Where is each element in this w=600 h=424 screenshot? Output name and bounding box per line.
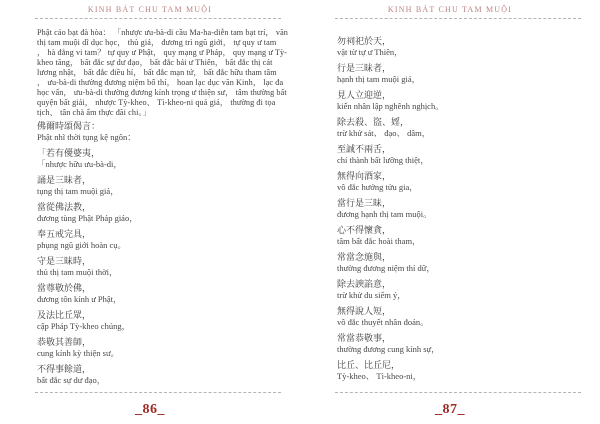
couplet-vietnamese-line: thường đương cung kính sự， <box>337 344 440 354</box>
footer-rule <box>35 392 281 393</box>
couplet-chinese-line: 當尊敬於佛， <box>37 283 92 293</box>
paragraph-line: lương nhật， bất đắc điều hí， bất đắc mạn tứ， bất đắc hữu tham tâm <box>37 68 277 77</box>
prose-paragraph <box>37 28 288 118</box>
verse-couplet <box>337 360 588 382</box>
couplet-chinese-line: 佛爾時頌偈言： <box>37 121 101 131</box>
verse-couplet <box>337 225 588 247</box>
couplet-chinese-line: 當從佛法教， <box>37 202 92 212</box>
couplet-vietnamese-line: trừ khử sát、 đạo、 dâm， <box>337 128 431 138</box>
couplet-list <box>337 36 588 382</box>
verse-couplet <box>37 283 288 305</box>
couplet-vietnamese-line: vô đắc thuyết nhân đoản。 <box>337 317 429 327</box>
couplet-chinese-line: 至誠不兩舌， <box>337 144 392 154</box>
paragraph-line: học vấn， ưu-bà-di thường đương kính trọng ư thiện sư， tâm thường bất <box>37 88 287 97</box>
paragraph-line: ， hà đẳng vi tam？ tự quy ư Phật， quy mạng ư Pháp， quy mạng ư Tỳ- <box>37 48 288 57</box>
verse-couplet <box>337 279 588 301</box>
couplet-vietnamese-line: Phật nhĩ thời tụng kệ ngôn： <box>37 132 136 142</box>
couplet-vietnamese-line: trừ khử du siểm ý， <box>337 290 406 300</box>
couplet-chinese-line: 無得說人短， <box>337 306 392 316</box>
couplet-vietnamese-line: cập Pháp Tỳ-kheo chúng， <box>37 321 131 331</box>
couplet-chinese-line: 恭敬其善師， <box>37 337 92 347</box>
verse-couplet <box>337 306 588 328</box>
couplet-vietnamese-line: hạnh thị tam muội giả， <box>337 74 421 84</box>
header-rule <box>335 18 581 19</box>
page-content <box>337 33 588 387</box>
verse-couplet <box>37 256 288 278</box>
paragraph-line: kheo tăng， bất đắc sự dư đạo， bất đắc bái ư Thiên， bất đắc thị cát <box>37 58 273 67</box>
couplet-chinese-line: 行是三昧者， <box>337 63 392 73</box>
couplet-chinese-line: 心不得懷貪， <box>337 225 392 235</box>
verse-couplet <box>337 63 588 85</box>
header-rule <box>35 18 281 19</box>
verse-couplet <box>37 148 288 170</box>
couplet-list <box>37 121 288 386</box>
verse-couplet <box>337 171 588 193</box>
page-right <box>300 0 600 424</box>
paragraph-line: ， ưu-bà-di thường đương niệm bố thí， hoan lạc dục văn Kinh， lạc đa <box>37 78 284 87</box>
couplet-vietnamese-line: thường đương niệm thí dữ， <box>337 263 435 273</box>
couplet-vietnamese-line: vô đắc hướng tửu gia， <box>337 182 418 192</box>
verse-couplet <box>37 121 288 143</box>
verse-couplet <box>37 175 288 197</box>
page-number: _86_ <box>135 402 165 417</box>
couplet-vietnamese-line: Tỳ-kheo、 Tì-kheo-ni， <box>337 371 422 381</box>
couplet-chinese-line: 除去諛諂意， <box>337 279 392 289</box>
page-content <box>37 28 288 391</box>
verse-couplet <box>337 36 588 58</box>
verse-couplet <box>337 90 588 112</box>
verse-couplet <box>337 144 588 166</box>
verse-couplet <box>337 117 588 139</box>
paragraph-line: quyện bất giải， nhược Tỳ-kheo、 Tì-kheo-ni quá giả， thường đi tọa <box>37 98 276 107</box>
couplet-vietnamese-line: đương tôn kính ư Phật， <box>37 294 122 304</box>
running-head: KINH BÁT CHU TAM MUỘI <box>87 5 213 14</box>
couplet-vietnamese-line: phụng ngũ giới hoàn cụ。 <box>37 240 127 250</box>
couplet-chinese-line: 勿祠祀於天， <box>337 36 392 46</box>
footer-rule <box>335 392 581 393</box>
couplet-chinese-line: 比丘、比丘尼， <box>337 360 401 370</box>
page-number: _87_ <box>435 402 465 417</box>
paragraph-line: tịch、 tân chà ẩm thực đãi chi。」 <box>37 108 151 117</box>
verse-couplet <box>337 252 588 274</box>
couplet-chinese-line: 見人立迎逆， <box>337 90 392 100</box>
couplet-vietnamese-line: chí thành bất lưỡng thiệt， <box>337 155 429 165</box>
couplet-vietnamese-line: vật từ tự ư Thiên， <box>337 47 403 57</box>
couplet-vietnamese-line: đương hạnh thị tam muội。 <box>337 209 432 219</box>
couplet-chinese-line: 當行是三昧， <box>337 198 392 208</box>
couplet-chinese-line: 及法比丘眾， <box>37 310 92 320</box>
couplet-chinese-line: 常當恭敬事， <box>337 333 392 343</box>
paragraph-line: thị tam muội dĩ dục học， thủ giả， đương trì ngũ giới， tự quy ư tam <box>37 38 277 47</box>
verse-couplet <box>37 229 288 251</box>
couplet-vietnamese-line: thủ thị tam muội thời， <box>37 267 118 277</box>
couplet-chinese-line: 常當念施與， <box>337 252 392 262</box>
verse-couplet <box>337 198 588 220</box>
couplet-chinese-line: 「若有優婆夷， <box>37 148 101 158</box>
couplet-vietnamese-line: cung kính kỳ thiện sư。 <box>37 348 120 358</box>
couplet-vietnamese-line: đương tùng Phật Pháp giáo， <box>37 213 138 223</box>
couplet-vietnamese-line: tụng thị tam muội giả， <box>37 186 119 196</box>
couplet-chinese-line: 不得事餘道， <box>37 364 92 374</box>
couplet-chinese-line: 誦是三昧者， <box>37 175 92 185</box>
couplet-vietnamese-line: bất đắc sự dư đạo， <box>37 375 106 385</box>
verse-couplet <box>37 337 288 359</box>
verse-couplet <box>37 202 288 224</box>
couplet-vietnamese-line: kiến nhân lập nghênh nghịch。 <box>337 101 444 111</box>
verse-couplet <box>37 364 288 386</box>
couplet-vietnamese-line: 「nhược hữu ưu-bà-di， <box>37 159 122 169</box>
running-head: KINH BÁT CHU TAM MUỘI <box>387 5 513 14</box>
couplet-vietnamese-line: tâm bất đắc hoài tham， <box>337 236 421 246</box>
verse-couplet <box>37 310 288 332</box>
paragraph-line: Phật cáo bạt đà hòa： 「nhược ưu-bà-di cầu Ma-ha-diễn tam bạt trí， vãn <box>37 28 288 37</box>
couplet-chinese-line: 奉五戒完具， <box>37 229 92 239</box>
couplet-chinese-line: 守是三昧時， <box>37 256 92 266</box>
couplet-chinese-line: 除去殺、盜、婬， <box>337 117 410 127</box>
verse-couplet <box>337 333 588 355</box>
couplet-chinese-line: 無得向酒家， <box>337 171 392 181</box>
